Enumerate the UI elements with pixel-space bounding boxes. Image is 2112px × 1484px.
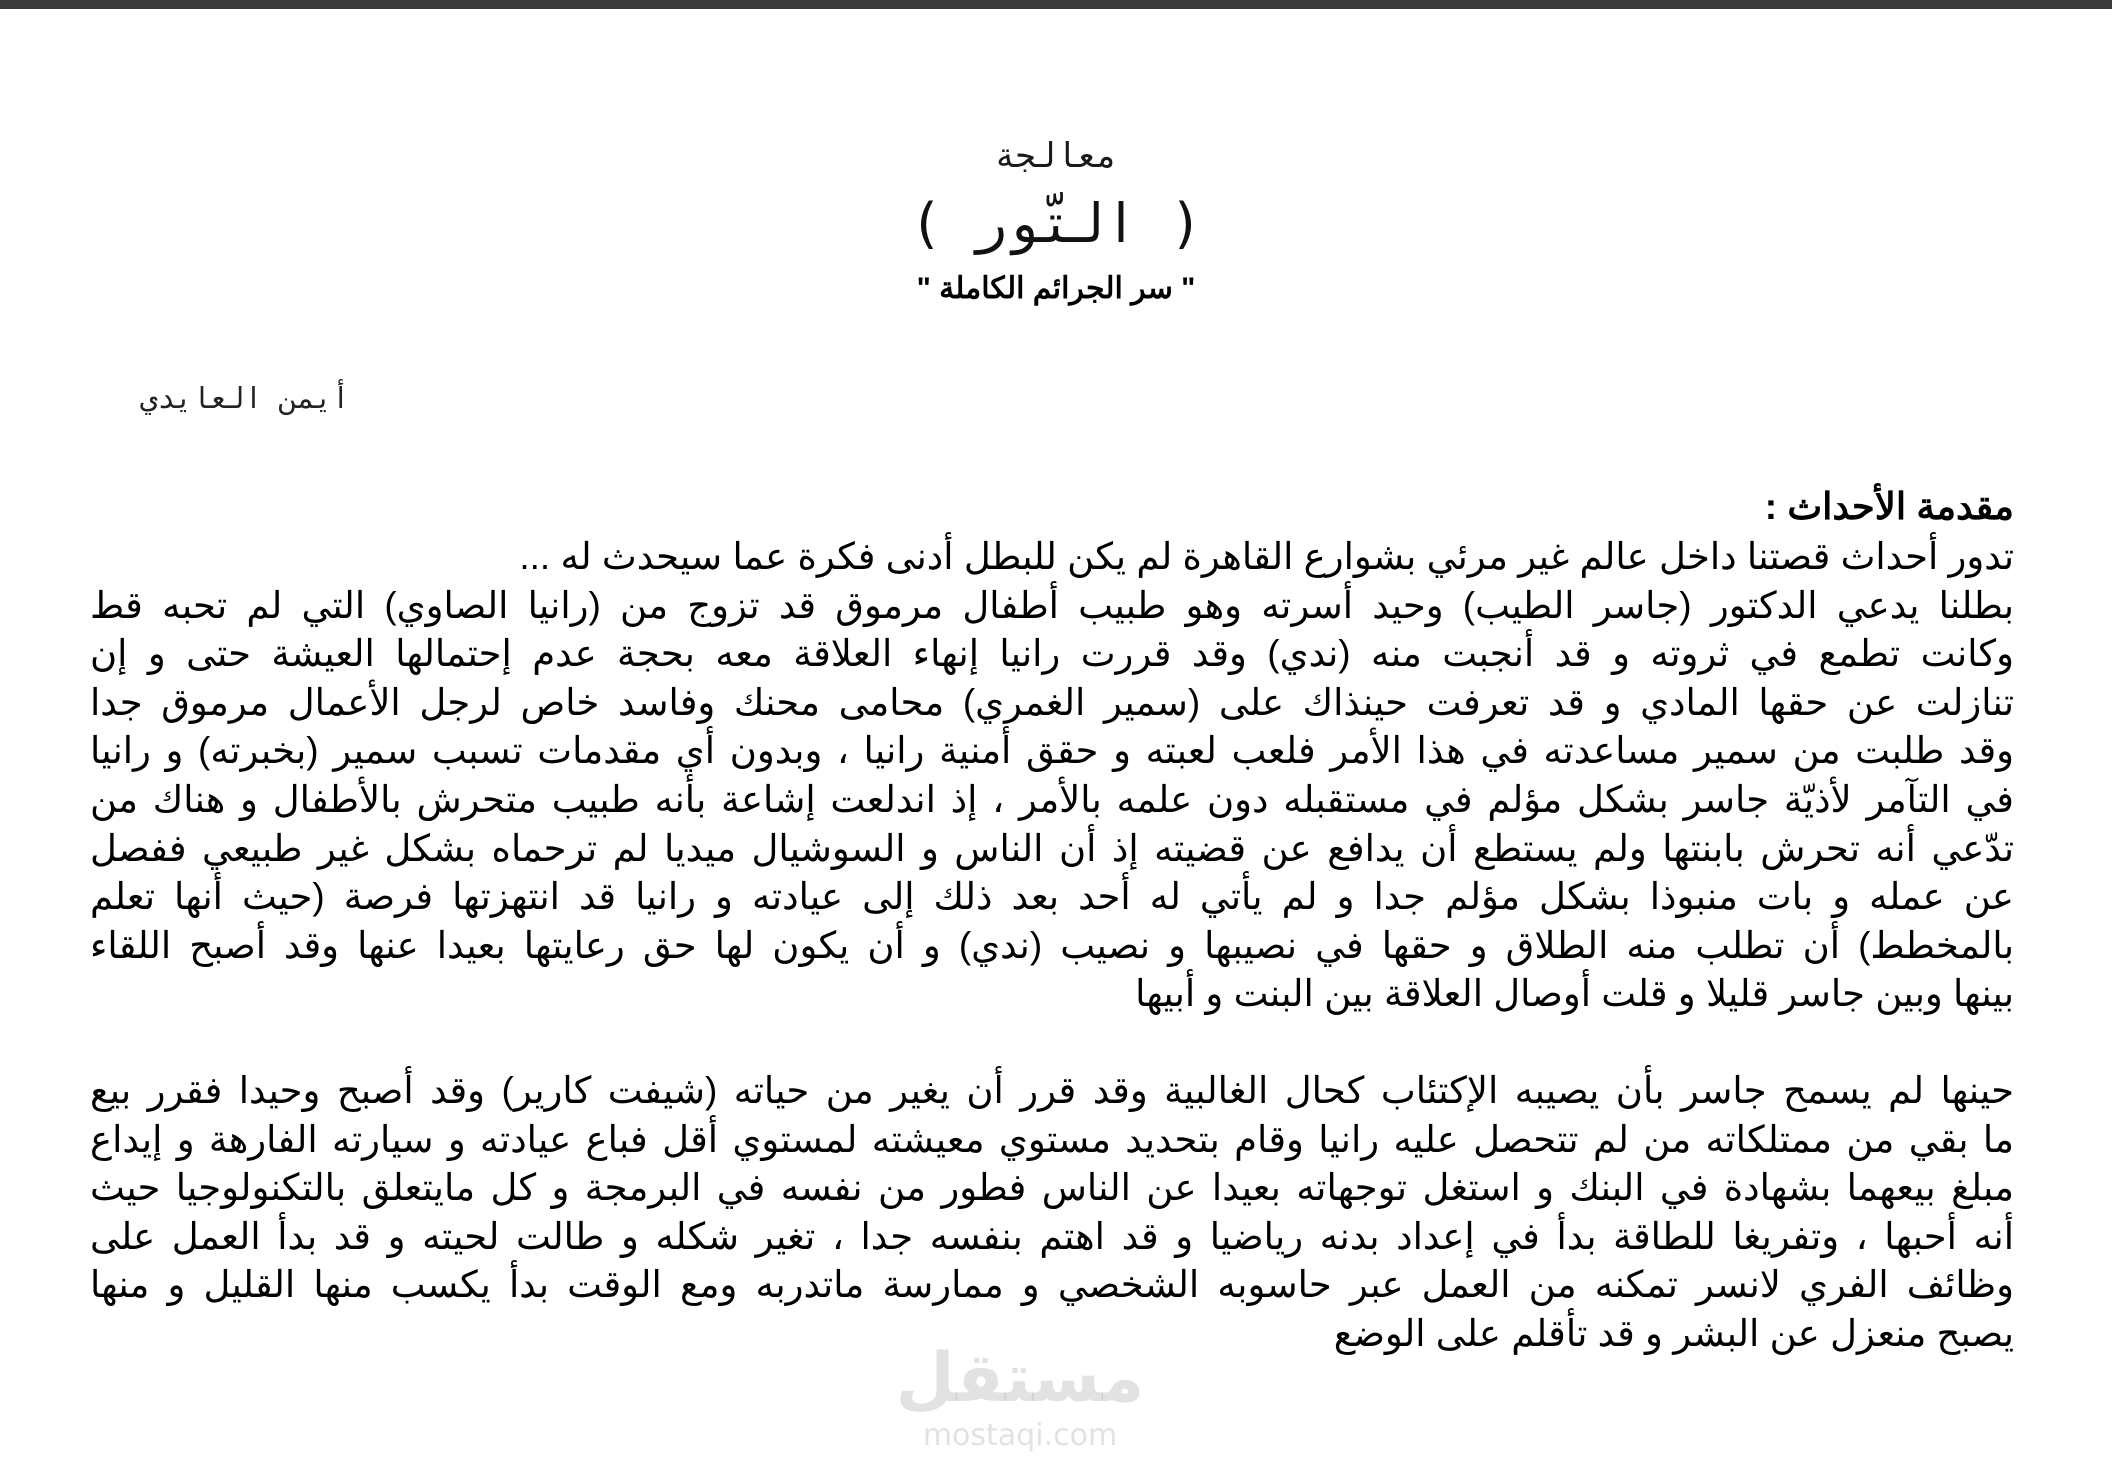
top-border-bar — [0, 0, 2112, 9]
watermark-latin: mostaqi.com — [922, 1418, 1118, 1453]
paragraph-2 — [90, 1067, 2014, 1359]
text-line: وكانت تطمع في ثروته و قد أنجبت منه (ندي) وقد قررت رانيا إنهاء العلاقة معه بحجة عدم إحتمالها العيشة حتى و إن — [90, 633, 2014, 675]
text-line: تدّعي أنه تحرش بابنتها ولم يستطع أن يدافع عن قضيته إذ أن الناس و السوشيال ميديا لم ترحماه بشكل غير طبيعي ففصل — [90, 827, 2014, 869]
text-line: عن عمله و بات منبوذا بشكل مؤلم جدا و لم يأتي له أحد بعد ذلك إلى عيادته و رانيا قد انتهزتها فرصة (حيث أنها تعلم — [90, 876, 2014, 918]
text-line: بالمخطط) أن تطلب منه الطلاق و حقها في نصيبها و نصيب (ندي) و أن يكون لها حق رعايتها بعيدا عنها وقد أصبح اللقاء — [90, 924, 2014, 966]
text-line: ما بقي من ممتلكاته من لم تتحصل عليه رانيا وقام بتحديد مستوي معيشته لمستوي أقل فباع عيادته و سيارته الفارهة و إيداع — [90, 1118, 2014, 1160]
text-line: حينها لم يسمح جاسر بأن يصيبه الإكتئاب كحال الغالبية وقد قرر أن يغير من حياته (شيفت كارير) وقد أصبح وحيدا فقرر بيع — [90, 1069, 2014, 1111]
text-line: بينها وبين جاسر قليلا و قلت أوصال العلاقة بين البنت و أبيها — [1135, 973, 2014, 1015]
document-page — [0, 9, 2112, 1484]
text-line: تدور أحداث قصتنا داخل عالم غير مرئي بشوارع القاهرة لم يكن للبطل أدنى فكرة عما سيحدث له ... — [519, 536, 2014, 577]
document-subtitle: " سر الجرائم الكاملة " — [916, 272, 1196, 305]
document-title-word: معالجة — [994, 136, 1118, 176]
paragraph-1 — [90, 533, 2014, 1019]
text-line: يصبح منعزل عن البشر و قد تأقلم على الوضع — [1333, 1312, 2014, 1354]
text-line: مبلغ بيعهما بشهادة في البنك و استغل توجهاته بعيدا عن الناس فطور من نفسه في البرمجة و كل مايتعلق بالتكنولوجيا حيث — [90, 1167, 2014, 1209]
author-name: أيمن العايدي — [140, 381, 350, 415]
text-line: وقد طلبت من سمير مساعدته في هذا الأمر فلعب لعبته و حقق أمنية رانيا ، وبدون أي مقدمات تسبب سمير (بخبرته) و رانيا — [90, 730, 2014, 772]
text-line: أنه أحبها ، وتفريغا للطاقة بدأ في إعداد بدنه رياضيا و قد اهتم بنفسه جدا ، تغير شكله و طالت لحيته و قد بدأ العمل على — [90, 1215, 2014, 1257]
text-line: وظائف الفري لانسر تمكنه من العمل عبر حاسوبه الشخصي و ممارسة ماتدربه ومع الوقت بدأ يكسب منها القليل و منها — [90, 1264, 2014, 1306]
document-body — [90, 481, 2014, 1359]
text-line: بطلنا يدعي الدكتور (جاسر الطيب) وحيد أسرته وهو طبيب أطفال مرموق قد تزوج من (رانيا الصاوي) التي لم تحبه قط — [90, 584, 2014, 626]
watermark-arabic: مستقل — [895, 1339, 1145, 1418]
text-line: في التآمر لأذيّة جاسر بشكل مؤلم في مستقبله دون علمه بالأمر ، إذ اندلعت إشاعة بأنه طبيب متحرش بالأطفال و هناك من — [90, 778, 2014, 820]
watermark-logo — [860, 1339, 1180, 1479]
text-line: تنازلت عن حقها المادي و قد تعرفت حينذاك على (سمير الغمري) محامى محنك وفاسد خاص لرجل الأعمال مرموق جدا — [90, 681, 2014, 723]
document-title: ( التّور ) — [909, 192, 1203, 255]
section-heading: مقدمة الأحداث : — [1764, 486, 2014, 527]
